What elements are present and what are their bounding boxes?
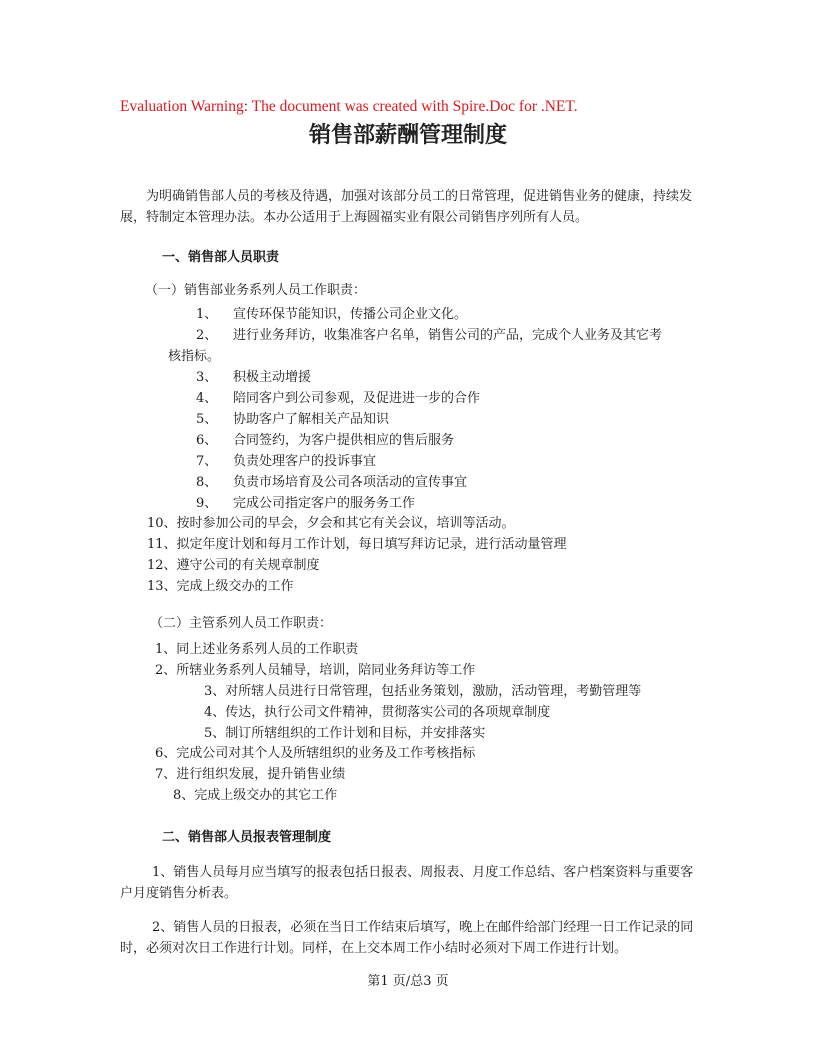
- list-item: 12、遵守公司的有关规章制度: [147, 558, 320, 573]
- evaluation-warning: Evaluation Warning: The document was created with Spire.Doc for .NET.: [120, 98, 578, 115]
- list-item: 6、完成公司对其个人及所辖组织的业务及工作考核指标: [155, 746, 476, 761]
- list-item: 积极主动增援: [233, 370, 312, 385]
- list-item: 2、所辖业务系列人员辅导，培训，陪同业务拜访等工作: [155, 663, 476, 678]
- list-item: 1、同上述业务系列人员的工作职责: [155, 642, 359, 657]
- list-item: 10、按时参加公司的早会，夕会和其它有关会议，培训等活动。: [147, 516, 515, 531]
- list-item: 宣传环保节能知识，传播公司企业文化。: [233, 307, 468, 322]
- list-item-number: 5、: [196, 412, 218, 427]
- list-item: 8、完成上级交办的其它工作: [173, 788, 338, 803]
- section2-paragraph-1: 1、销售人员每月应当填写的报表包括日报表、周报表、月度工作总结、客户档案资料与重要客户月度销售分析表。: [120, 865, 694, 901]
- list-item-continuation: 核指标。: [168, 349, 221, 364]
- list-item: 完成公司指定客户的服务务工作: [233, 496, 416, 511]
- section2-heading: 二、销售部人员报表管理制度: [162, 830, 332, 845]
- section2-paragraph-2: 2、销售人员的日报表，必须在当日工作结束后填写，晚上在邮件给部门经理一日工作记录的同时，必须对次日工作进行计划。同样，在上交本周工作小结时必须对下周工作进行计划。: [120, 920, 694, 956]
- sub1-heading: （一）销售部业务系列人员工作职责：: [145, 283, 367, 298]
- list-item-number: 8、: [196, 475, 218, 490]
- list-item: 陪同客户到公司参观，及促进进一步的合作: [233, 391, 481, 406]
- list-item-number: 3、: [196, 370, 218, 385]
- page-footer: 第1 页/总3 页: [367, 974, 449, 989]
- list-item: 3、对所辖人员进行日常管理，包括业务策划，激励，活动管理，考勤管理等: [204, 684, 642, 699]
- list-item: 7、进行组织发展，提升销售业绩: [155, 767, 346, 782]
- section1-heading: 一、销售部人员职责: [162, 250, 280, 265]
- list-item: 协助客户了解相关产品知识: [233, 412, 390, 427]
- list-item-number: 1、: [196, 307, 218, 322]
- list-item: 负责市场培育及公司各项活动的宣传事宜: [233, 475, 468, 490]
- list-item: 4、传达，执行公司文件精神，贯彻落实公司的各项规章制度: [204, 705, 551, 720]
- list-item: 负责处理客户的投诉事宜: [233, 454, 377, 469]
- list-item-number: 7、: [196, 454, 218, 469]
- intro-paragraph: 为明确销售部人员的考核及待遇，加强对该部分员工的日常管理，促进销售业务的健康，持续发展，特制定本管理办法。本办公适用于上海圆福实业有限公司销售序列所有人员。: [120, 189, 693, 225]
- list-item: 5、制订所辖组织的工作计划和目标，并安排落实: [204, 726, 486, 741]
- list-item: 进行业务拜访，收集准客户名单，销售公司的产品，完成个人业务及其它考: [233, 328, 663, 343]
- list-item: 13、完成上级交办的工作: [147, 579, 294, 594]
- list-item: 11、拟定年度计划和每月工作计划，每日填写拜访记录，进行活动量管理: [147, 537, 567, 552]
- list-item: 合同签约，为客户提供相应的售后服务: [233, 433, 455, 448]
- sub2-heading: （二）主管系列人员工作职责：: [150, 616, 333, 631]
- list-item-number: 2、: [196, 328, 218, 343]
- page-title: 销售部薪酬管理制度: [308, 123, 507, 148]
- list-item-number: 6、: [196, 433, 218, 448]
- list-item-number: 4、: [196, 391, 218, 406]
- list-item-number: 9、: [196, 496, 218, 511]
